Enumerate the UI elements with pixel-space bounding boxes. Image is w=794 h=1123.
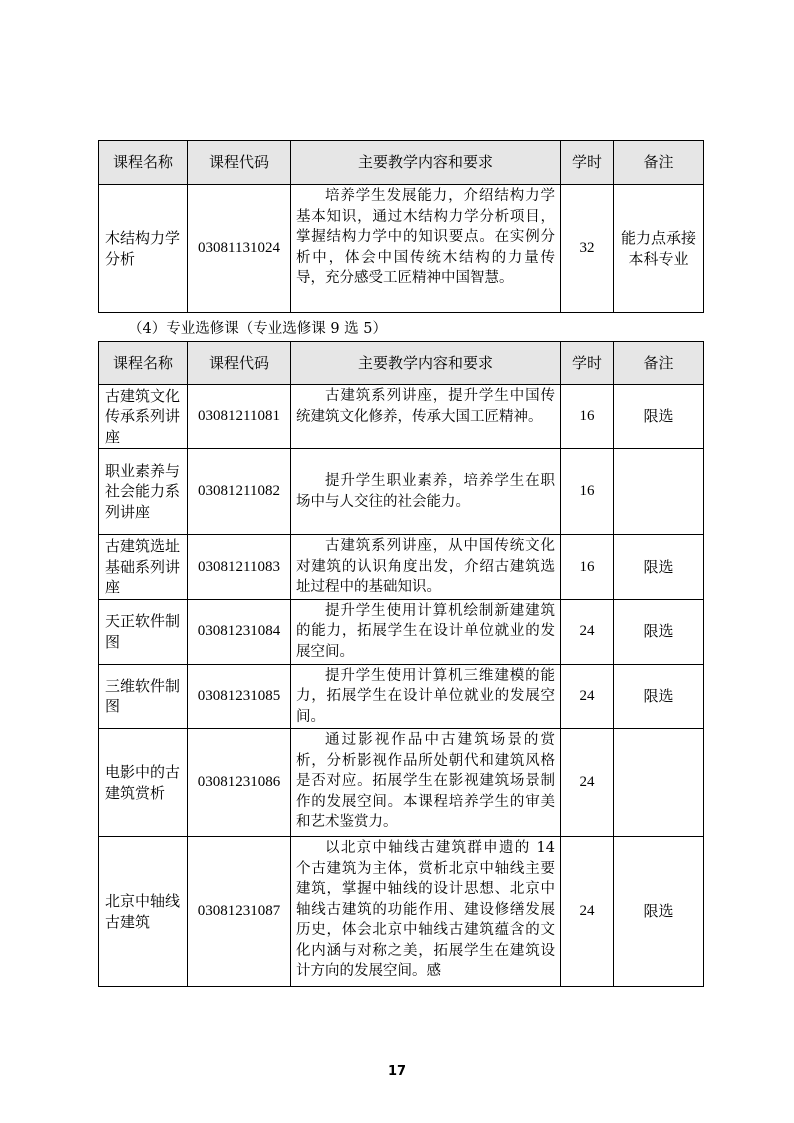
course-code: 03081231086	[188, 729, 291, 837]
course-code: 03081211082	[188, 449, 291, 535]
course-content	[291, 385, 561, 449]
table-row	[99, 185, 704, 313]
course-hours: 16	[561, 535, 614, 600]
course-content	[291, 449, 561, 535]
course-content-text: 通过影视作品中古建筑场景的赏析，分析影视作品所处朝代和建筑风格是否对应。拓展学生在影视建筑场景制作的发展空间。本课程培养学生的审美和艺术鉴赏力。	[296, 732, 555, 830]
course-content	[291, 664, 561, 729]
course-note	[614, 449, 704, 535]
header-course-name: 课程名称	[99, 141, 188, 185]
course-hours: 24	[561, 837, 614, 987]
course-name: 职业素养与社会能力系列讲座	[99, 449, 188, 535]
table-row	[99, 449, 704, 535]
course-content-text: 古建筑系列讲座，从中国传统文化对建筑的认识角度出发，介绍古建筑选址过程中的基础知识。	[296, 538, 555, 595]
header-note: 备注	[614, 342, 704, 385]
course-name: 古建筑选址基础系列讲座	[99, 535, 188, 600]
course-code: 03081211081	[188, 385, 291, 449]
table-row	[99, 599, 704, 664]
course-hours: 24	[561, 599, 614, 664]
table-row	[99, 535, 704, 600]
course-name: 北京中轴线古建筑	[99, 837, 188, 987]
table-row	[99, 837, 704, 987]
course-content-text: 培养学生发展能力，介绍结构力学基本知识，通过木结构力学分析项目，掌握结构力学中的知识要点。在实例分析中，体会中国传统木结构的力量传导，充分感受工匠精神中国智慧。	[296, 188, 555, 286]
header-hours: 学时	[561, 342, 614, 385]
table-header-row	[99, 342, 704, 385]
course-code: 03081231087	[188, 837, 291, 987]
table-header-row	[99, 141, 704, 185]
header-note: 备注	[614, 141, 704, 185]
course-content-text: 提升学生使用计算机绘制新建建筑的能力，拓展学生在设计单位就业的发展空间。	[296, 602, 555, 660]
table-row	[99, 385, 704, 449]
course-code: 03081231084	[188, 599, 291, 664]
course-content-text: 古建筑系列讲座，提升学生中国传统建筑文化修养，传承大国工匠精神。	[296, 388, 555, 425]
course-note: 限选	[614, 664, 704, 729]
course-name: 木结构力学分析	[99, 185, 188, 313]
course-content	[291, 535, 561, 600]
page-number: 17	[387, 1064, 407, 1079]
course-note: 限选	[614, 837, 704, 987]
course-hours: 24	[561, 729, 614, 837]
course-code: 03081211083	[188, 535, 291, 600]
header-hours: 学时	[561, 141, 614, 185]
section-title: （4）专业选修课（专业选修课 9 选 5）	[128, 321, 388, 337]
course-code: 03081231085	[188, 664, 291, 729]
course-note	[614, 729, 704, 837]
course-content-text: 以北京中轴线古建筑群申遗的 14 个古建筑为主体，赏析北京中轴线主要建筑，掌握中轴线的设计思想、北京中轴线古建筑的功能作用、建设修缮发展历史，体会北京中轴线古建筑蕴含的文化内涵与对称之美，拓展学生在建筑设计方向的发展空间。感	[296, 840, 555, 979]
course-hours: 16	[561, 385, 614, 449]
course-hours: 32	[561, 185, 614, 313]
table-row	[99, 664, 704, 729]
course-note: 限选	[614, 385, 704, 449]
course-table-electives	[98, 341, 704, 987]
header-course-name: 课程名称	[99, 342, 188, 385]
course-name: 三维软件制图	[99, 664, 188, 729]
course-hours: 16	[561, 449, 614, 535]
course-content	[291, 837, 561, 987]
course-content	[291, 185, 561, 313]
course-note: 限选	[614, 535, 704, 600]
course-content	[291, 599, 561, 664]
header-content: 主要教学内容和要求	[291, 141, 561, 185]
course-content	[291, 729, 561, 837]
course-note: 限选	[614, 599, 704, 664]
course-hours: 24	[561, 664, 614, 729]
course-table-core	[98, 140, 704, 313]
course-content-text: 提升学生职业素养，培养学生在职场中与人交往的社会能力。	[296, 473, 555, 510]
course-content-text: 提升学生使用计算机三维建模的能力，拓展学生在设计单位就业的发展空间。	[296, 667, 555, 725]
course-code: 03081131024	[188, 185, 291, 313]
table-row	[99, 729, 704, 837]
header-course-code: 课程代码	[188, 342, 291, 385]
course-name: 电影中的古建筑赏析	[99, 729, 188, 837]
course-name: 天正软件制图	[99, 599, 188, 664]
course-name: 古建筑文化传承系列讲座	[99, 385, 188, 449]
course-note: 能力点承接本科专业	[614, 185, 704, 313]
header-content: 主要教学内容和要求	[291, 342, 561, 385]
header-course-code: 课程代码	[188, 141, 291, 185]
